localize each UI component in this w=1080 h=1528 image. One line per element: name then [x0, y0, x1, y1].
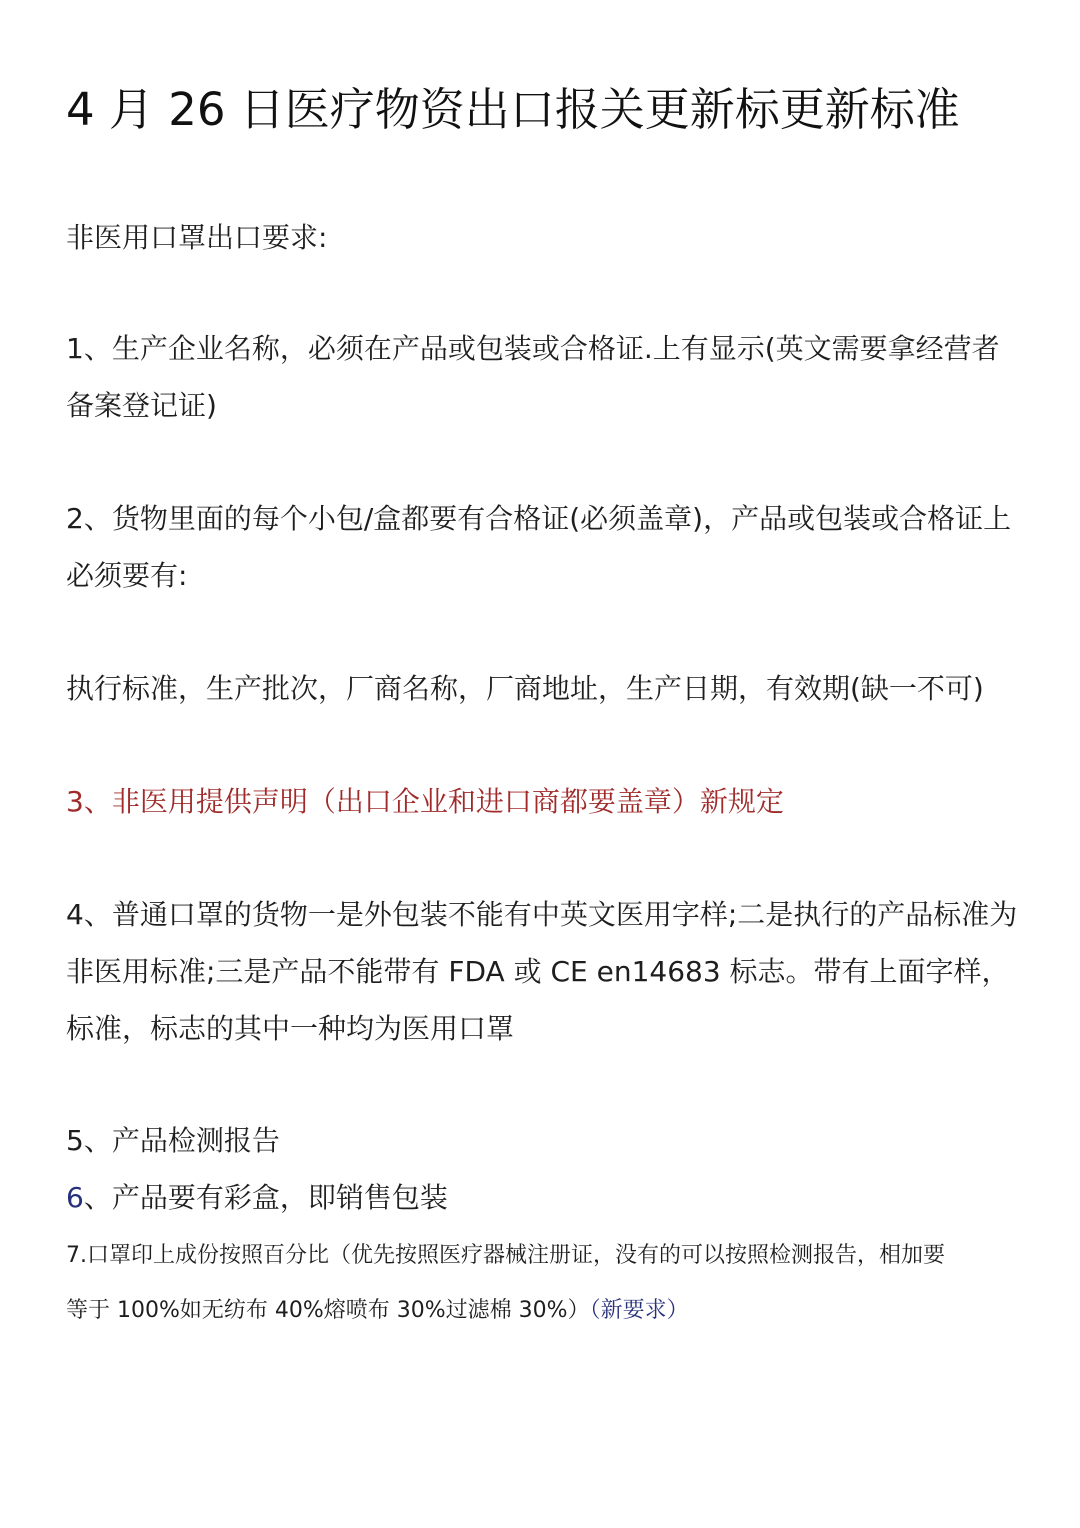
requirement-item-7-line-2 [66, 1284, 689, 1338]
requirement-item-6 [66, 1169, 1026, 1226]
requirement-item-5: 5、产品检测报告 [66, 1124, 280, 1157]
intro-heading: 非医用口罩出口要求: [66, 221, 328, 254]
requirement-item-7-line-1: 7.口罩印上成份按照百分比（优先按照医疗器械注册证，没有的可以按照检测报告，相加要 [66, 1243, 945, 1268]
requirement-item-4: 4、普通口罩的货物一是外包装不能有中英文医用字样;二是执行的产品标准为非医用标准;三是产品不能带有 FDA 或 CE en14683 标志。带有上面字样，标准，标志的其中一种均为医用口罩 [66, 898, 1018, 1045]
item-6-text: 、产品要有彩盒，即销售包装 [83, 1181, 448, 1214]
requirement-item-3: 3、非医用提供声明（出口企业和进口商都要盖章）新规定 [66, 785, 784, 818]
item-7-text: 等于 100%如无纺布 40%熔喷布 30%过滤棉 30%） [66, 1298, 590, 1323]
item-6-number: 6 [66, 1181, 84, 1214]
requirement-item-1: 1、生产企业名称，必须在产品或包装或合格证.上有显示(英文需要拿经营者备案登记证) [66, 332, 1000, 422]
requirement-item-2: 2、货物里面的每个小包/盒都要有合格证(必须盖章)，产品或包装或合格证上必须要有: [66, 502, 1012, 592]
document-title: 4 月 26 日医疗物资出口报关更新标更新标准 [66, 83, 960, 136]
requirement-item-2-detail: 执行标准，生产批次，厂商名称，厂商地址，生产日期，有效期(缺一不可) [66, 672, 984, 705]
item-7-new-requirement-note: （新要求） [589, 1298, 689, 1323]
